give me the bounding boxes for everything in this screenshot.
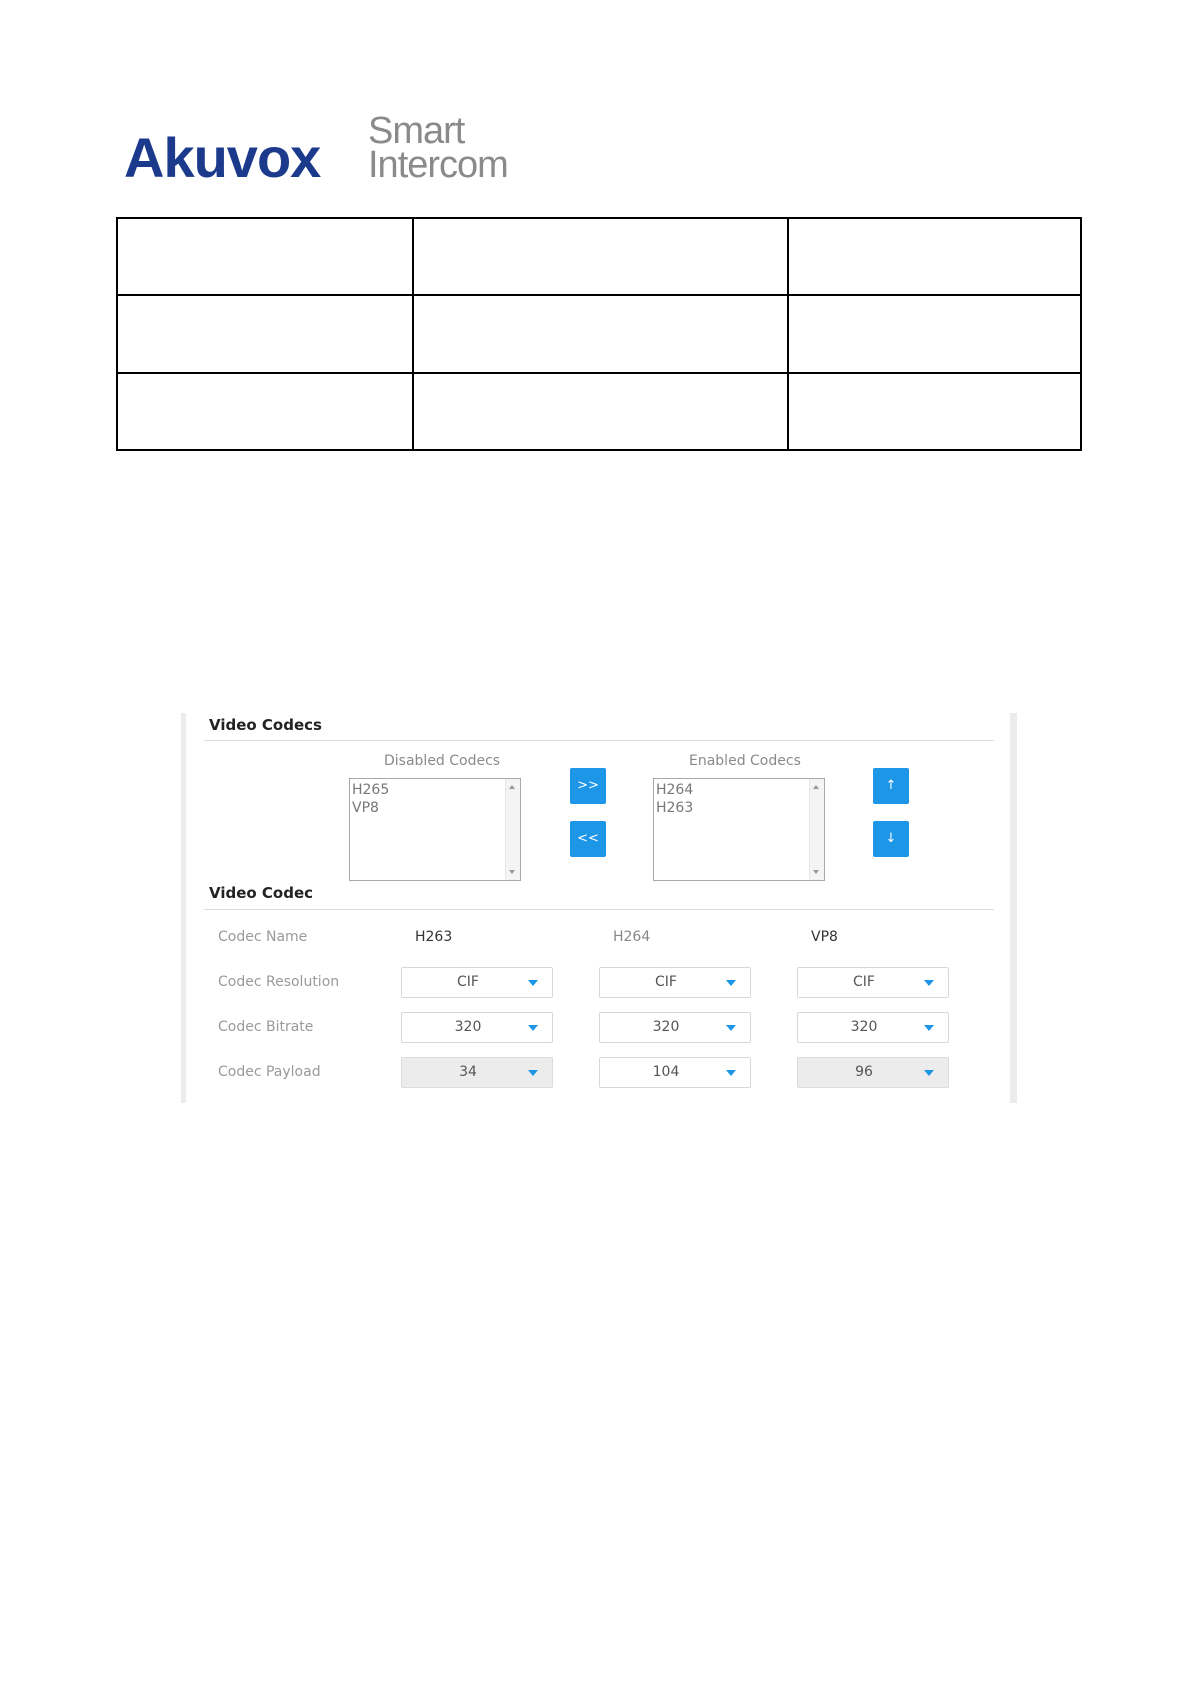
vp8-resolution-select[interactable] [797, 967, 949, 998]
select-value: 96 [855, 1064, 873, 1080]
list-item[interactable]: H264 [656, 782, 694, 798]
h264-payload-select[interactable] [599, 1057, 751, 1088]
caret-down-icon [726, 980, 736, 986]
table-cell [117, 373, 413, 450]
select-value: CIF [853, 974, 875, 990]
h263-bitrate-select[interactable] [401, 1012, 553, 1043]
caret-down-icon [924, 980, 934, 986]
table-cell [117, 295, 413, 372]
table-cell [117, 218, 413, 295]
caret-down-icon [528, 1070, 538, 1076]
table-row [117, 218, 1081, 295]
video-codecs-title: Video Codecs [209, 716, 322, 734]
select-value: CIF [655, 974, 677, 990]
table-row [117, 295, 1081, 372]
codec-bitrate-label: Codec Bitrate [218, 1019, 314, 1035]
list-item[interactable]: H263 [656, 800, 694, 816]
vp8-payload-select [797, 1057, 949, 1088]
section-divider [204, 740, 994, 741]
caret-down-icon [726, 1025, 736, 1031]
scrollbar[interactable] [505, 779, 520, 880]
codec-name-h264: H264 [613, 929, 651, 945]
logo-line-2: Intercom [368, 144, 508, 186]
scroll-down-arrow-icon[interactable] [509, 870, 515, 874]
document-table [116, 217, 1082, 451]
panel-edge-left [181, 713, 186, 1103]
scrollbar[interactable] [809, 779, 824, 880]
table-row [117, 373, 1081, 450]
move-up-button[interactable]: ↑ [873, 768, 909, 804]
table-cell [788, 373, 1081, 450]
caret-down-icon [924, 1025, 934, 1031]
caret-down-icon [528, 1025, 538, 1031]
scroll-down-arrow-icon[interactable] [813, 870, 819, 874]
codec-name-label: Codec Name [218, 929, 308, 945]
h264-resolution-select[interactable] [599, 967, 751, 998]
list-item[interactable]: H265 [352, 782, 390, 798]
codec-payload-label: Codec Payload [218, 1064, 321, 1080]
section-divider [204, 909, 994, 910]
h264-bitrate-select[interactable] [599, 1012, 751, 1043]
codec-name-h263: H263 [415, 929, 453, 945]
scroll-up-arrow-icon[interactable] [509, 785, 515, 789]
caret-down-icon [726, 1070, 736, 1076]
panel-edge-right [1010, 713, 1017, 1103]
logo-brand: Akuvox [124, 126, 321, 189]
table-cell [413, 295, 787, 372]
video-codec-title: Video Codec [209, 884, 314, 902]
table-cell [413, 373, 787, 450]
caret-down-icon [924, 1070, 934, 1076]
select-value: CIF [457, 974, 479, 990]
disable-codec-button[interactable]: << [570, 821, 606, 857]
select-value: 320 [454, 1019, 482, 1035]
scroll-up-arrow-icon[interactable] [813, 785, 819, 789]
logo-line-1: Smart [368, 110, 465, 152]
list-item[interactable]: VP8 [352, 800, 379, 816]
caret-down-icon [528, 980, 538, 986]
h263-payload-select [401, 1057, 553, 1088]
disabled-codecs-caption: Disabled Codecs [384, 753, 501, 769]
table-cell [788, 218, 1081, 295]
select-value: 320 [850, 1019, 878, 1035]
codec-name-vp8: VP8 [811, 929, 838, 945]
disabled-codecs-list[interactable] [349, 778, 521, 881]
table-cell [788, 295, 1081, 372]
enabled-codecs-list[interactable] [653, 778, 825, 881]
select-value: 320 [652, 1019, 680, 1035]
select-value: 34 [459, 1064, 477, 1080]
table-cell [413, 218, 787, 295]
h263-resolution-select[interactable] [401, 967, 553, 998]
vp8-bitrate-select[interactable] [797, 1012, 949, 1043]
enable-codec-button[interactable]: >> [570, 768, 606, 804]
enabled-codecs-caption: Enabled Codecs [689, 753, 801, 769]
select-value: 104 [652, 1064, 680, 1080]
akuvox-logo [124, 110, 524, 189]
codec-resolution-label: Codec Resolution [218, 974, 340, 990]
move-down-button[interactable]: ↓ [873, 821, 909, 857]
